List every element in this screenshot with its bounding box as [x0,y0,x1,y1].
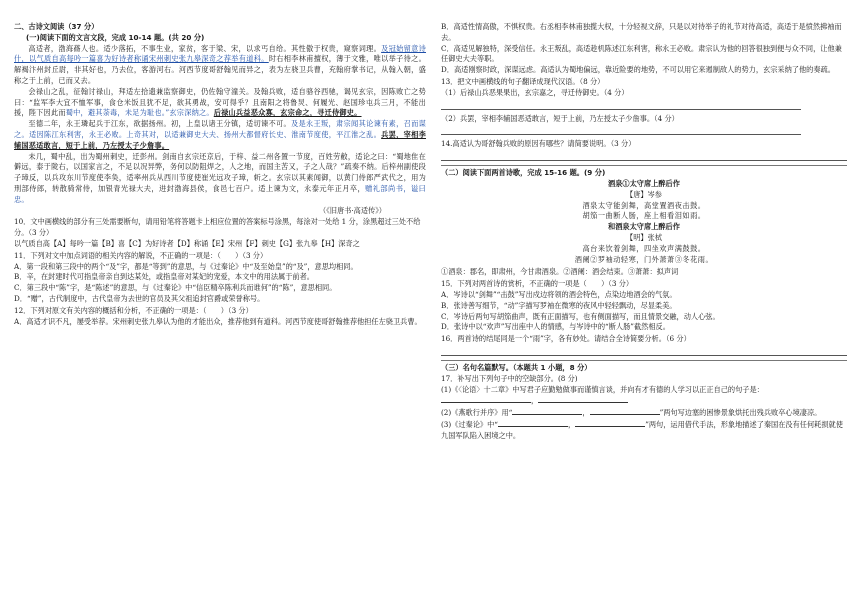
question-17-part-2-text: ”两句写边塞的困惨景象烘托出残兵败卒心境凄凉。 [659,408,822,418]
passage-source: （《旧唐书·高适传》） [319,205,386,215]
passage-text: 高适者，渤海蓨人也。适少落拓，不事生业，家贫，客于梁、宋，以求丐自给。其性傲于权贵，窥察词理。 [28,43,382,53]
fill-blank[interactable] [590,407,660,415]
question-17-part-3: (3)《过秦论》中“ ， ”两句，运用借代手法，形象地描述了秦国在没有任何耗损就使九国军队陷入困境之中。 [441,419,843,440]
question-11-option-d: D．“赠”，古代制度中，古代皇帝为去世的官员及其父祖追封官爵或荣誉称号。 [14,293,265,303]
fill-blank[interactable] [498,419,568,427]
passage-underlined-text: 兵罢，宰相李辅国恶适敢言，短于上前，乃左授太子少詹事。 [14,129,426,150]
poem-notes: ①酒泉：郡名，即肃州，今甘肃酒泉。②酒阑：酒会结束。③萧萧：拟声词 [441,267,679,277]
question-17-part-2: (2)《燕歌行并序》用“ ， ”两句写边塞的困惨景象烘托出残兵败卒心境凄凉。 [441,408,822,418]
question-13-part-2: （2）兵罢，宰相李辅国恶适敢言，短于上前，乃左授太子少詹事。（4 分） [441,113,679,123]
passage-paragraph-3 [14,119,426,151]
question-13-part-1: （1）后禄山兵恶果果出，玄宗嘉之，寻迁侍御史。（4 分） [441,87,629,97]
answer-line[interactable] [441,345,847,356]
fill-blank[interactable] [512,407,582,415]
question-16: 16．两首诗的结尾同是一个“雨”字，各有妙处。请结合全诗简要分析。（6 分） [441,334,691,344]
fill-blank[interactable] [538,395,628,403]
question-15-option-d: D．张诗中以“欢声”写出座中人的情感，与岑诗中的“断人肠”截然相反。 [441,322,670,332]
question-15-option-c: C．岑诗后两句写胡笳曲声，既有正面描写，也有侧面描写，而且情景交融，动人心弦。 [441,311,720,321]
right-column [441,22,847,442]
passage-paragraph-4 [14,152,426,206]
poem-section-title: （二）阅读下面两首诗歌，完成 15-16 题。(9 分) [441,165,847,179]
passage-text: 蜀中，避其荼毒，未足为耻也。”玄宗深纳之。 [65,108,214,118]
poem-1-line-1: 酒泉太守能剑舞，高堂置酒夜击鼓。 [582,200,706,210]
poem-1-title: 酒泉①太守席上醉后作 [608,178,680,188]
question-15-option-a: A．岑诗以“剑舞”“击鼓”写出戍边将领的酒会特色，点染边地酒会的气氛。 [441,289,677,299]
question-11: 11．下列对文中加点词语的相关内容的解说，不正确的一项是：（ ）（3 分） [14,250,268,260]
dictation-section-title: （三）名句名篇默写。（本题共 1 小题，8 分） [441,360,847,374]
question-11-option-b: B．辛，在封建时代可指皇帝亲自到达某处，或指皇帝对某妃的宠爱，本文中的用法属于前者。 [14,272,314,282]
question-17-part-1: (1)《〈论语〉十二章》中写君子应勤勉做事而谨慎言谈，并向有才有德的人学习以正正自己的句子是：， [441,384,764,406]
question-11-option-c: C．第三段中“陈”字，是“陈述”的意思，与《过秦论》中“信臣精卒陈利兵而谁何”的“陈”，意思相同。 [14,283,337,293]
passage-underlined-text: 及冠始留意诗什，以气质自高每吟一篇喜为好诗者称诵宋州刺史张九皋深奇之荐举有道科。 [14,43,427,64]
poem-2-line-2: 酒阑②罗袖动轻寒，门外萧萧③冬花雨。 [574,254,714,264]
passage-text: 会禄山之乱，征翰讨禄山，拜适左拾遗兼监察御史，仍佐翰守潼关。及翰兵败，适自骆谷西驰，谒见玄宗，因陈败亡之势曰：“监军李大宜不恤军事，食仓米饭且犹不足，欲其勇战，安可得乎？且南阳之将鲁炅、何履光、赵国珍屯兵三月，不能出援，陛下因此而 [14,86,426,118]
fill-blank[interactable] [575,419,645,427]
passage-text: 赠礼部尚书，谥曰忠。 [14,183,426,204]
question-15-option-b: B．张诗善写细节，“动”字描写罗袖在微寒的夜风中轻轻飘动，尽显柔美。 [441,300,677,310]
answer-line[interactable] [441,150,847,161]
passage-text: 未几，蜀中乱，出为蜀州刺史，迁彭州。剑南自玄宗还京后，于梓、益二州各置一节度，百姓劳敝，适论之曰：“蜀地隹在僻远，泰于陇右，以国家言之，不足以况异弊，务何以防阻焊之，人之地，而国主苦又，子之人哉？”疏奏不纳。后梓州副使段子璋反，以兵攻东川节度使李奂，适率州兵从西川节度使崔光远攻子璋，斩之。玄宗以其素闻御，以黄门侍郎严武代之，用为刑部侍郎，转散骑常侍，加银青光禄大夫，进封渤海县侯，食邑七百户。适上谏为文，永泰元年正月卒， [14,151,426,193]
poem-2-title: 和酒泉太守席上醉后作 [608,222,680,232]
question-17-part-2-text: (2)《燕歌行并序》用“ [441,408,513,418]
question-17-part-3-text: (3)《过秦论》中“ [441,419,498,429]
left-column [14,22,426,327]
poem-2-author: 【明】张栻 [626,232,662,242]
question-14: 14.高适认为哥舒翰兵败的原因有哪些？请简要说明。（3 分） [441,139,636,149]
passage-underlined-text: 后禄山兵益恶众寡，玄宗命之，寻迁侍御史。 [213,108,362,118]
question-10: 10．文中画横线的部分有三处需要断句，请用铅笔将答题卡上相应位置的答案标号涂黑，每涂对一处给 1 分，涂黑超过三处不给分。（3 分） [14,217,421,238]
question-17: 17．补写出下列句子中的空缺部分。(8 分) [441,373,578,383]
question-12-option-b: B．高适性情高傲，不惧权贵。右丞相李林甫独揽大权，十分轻视文辞，只是以对待举子的礼节对待高适，高适于是愤然拂袖而去。 [441,22,842,42]
passage-paragraph-2 [14,87,426,119]
poem-1-line-2: 胡笳一曲断人肠，座上相看泪如雨。 [582,211,706,221]
question-12-option-c: C．高适见解独特，深受信任。永王叛乱，高适趁机陈述江东利害，称永王必败。肃宗认为他的回答很独到便与众不同，让他兼任御史大夫等职。 [441,43,842,64]
question-10-text: 以气质自高【A】每吟一篇【B】喜【C】为好诗者【D】称诵【E】宋州【F】刺史【G】张九皋【H】深奇之 [14,238,360,248]
poem-1-author: 【唐】岑参 [626,189,662,199]
answer-line[interactable] [441,124,801,135]
question-12-option-a: A．高适才识不凡，屡受举荐。宋州刺史张九皋认为他的才能出众，推荐他到有道科。河西节度使哥舒翰推荐他担任左骁卫兵曹。 [14,316,422,326]
section-title: 二、古诗文阅读（37 分） [14,22,99,31]
answer-line[interactable] [441,99,801,110]
question-12: 12．下列对原文有关内容的概括和分析，不正确的一项是：（ ）（3 分） [14,305,253,315]
reading-subtitle: (一)阅读下面的文言文段，完成 10-14 题。(共 20 分) [26,32,205,42]
poem-2-line-1: 高台来饮着剑舞，四坐欢声满鼓鼓。 [582,243,706,253]
question-11-option-a: A．第一段和第三段中的两个“及”字，都是“等到”的意思，与《过秦论》中“及至始皇”的“及”，意思均相同。 [14,261,358,271]
fill-blank[interactable] [441,395,531,403]
question-15: 15．下列对两首诗的赏析，不正确的一项是（ ）（3 分） [441,279,634,289]
question-17-part-3-text: ”两句，运用借代手法，形象地描述了秦国在没有任何耗损就使九国军队陷入困境之中。 [441,419,843,440]
question-12-option-d: D．高适刚察时政，深谋远虑。高适认为蜀地偏远，靠近险要的地势，不可以用它来遏制敌人的势力，玄宗采纳了他的奏疏。 [441,65,835,75]
question-13: 13．把文中画横线的句子翻译成现代汉语。（8 分） [441,76,605,86]
passage-text: 及是永王叛，肃宗闻其论谏有素，召而谋之。适因陈江东利害，永王必败。上奇其对，以适兼御史大夫、扬州大都督府长史、淮南节度使，平江淮之乱。 [14,119,426,139]
question-17-part-1-text: (1)《〈论语〉十二章》中写君子应勤勉做事而谨慎言谈，并向有才有德的人学习以正正自己的句子是： [441,384,764,394]
passage-text: 时右相李林甫擅权，薄于文雅，唯以举子待之。解褐汴州封丘尉，非其好也，乃去位，客游河右。河西节度哥舒翰见而异之，表为左骁卫兵曹，充翰府掌书记，从翰入朝，盛称之于上前，已而又去。 [14,54,426,85]
passage-text: 至德二年，永王璘起兵于江东，欲据扬州。初，上皇以诸王分镇，适切谏不可。 [28,119,292,129]
passage-paragraph-1 [14,44,426,87]
